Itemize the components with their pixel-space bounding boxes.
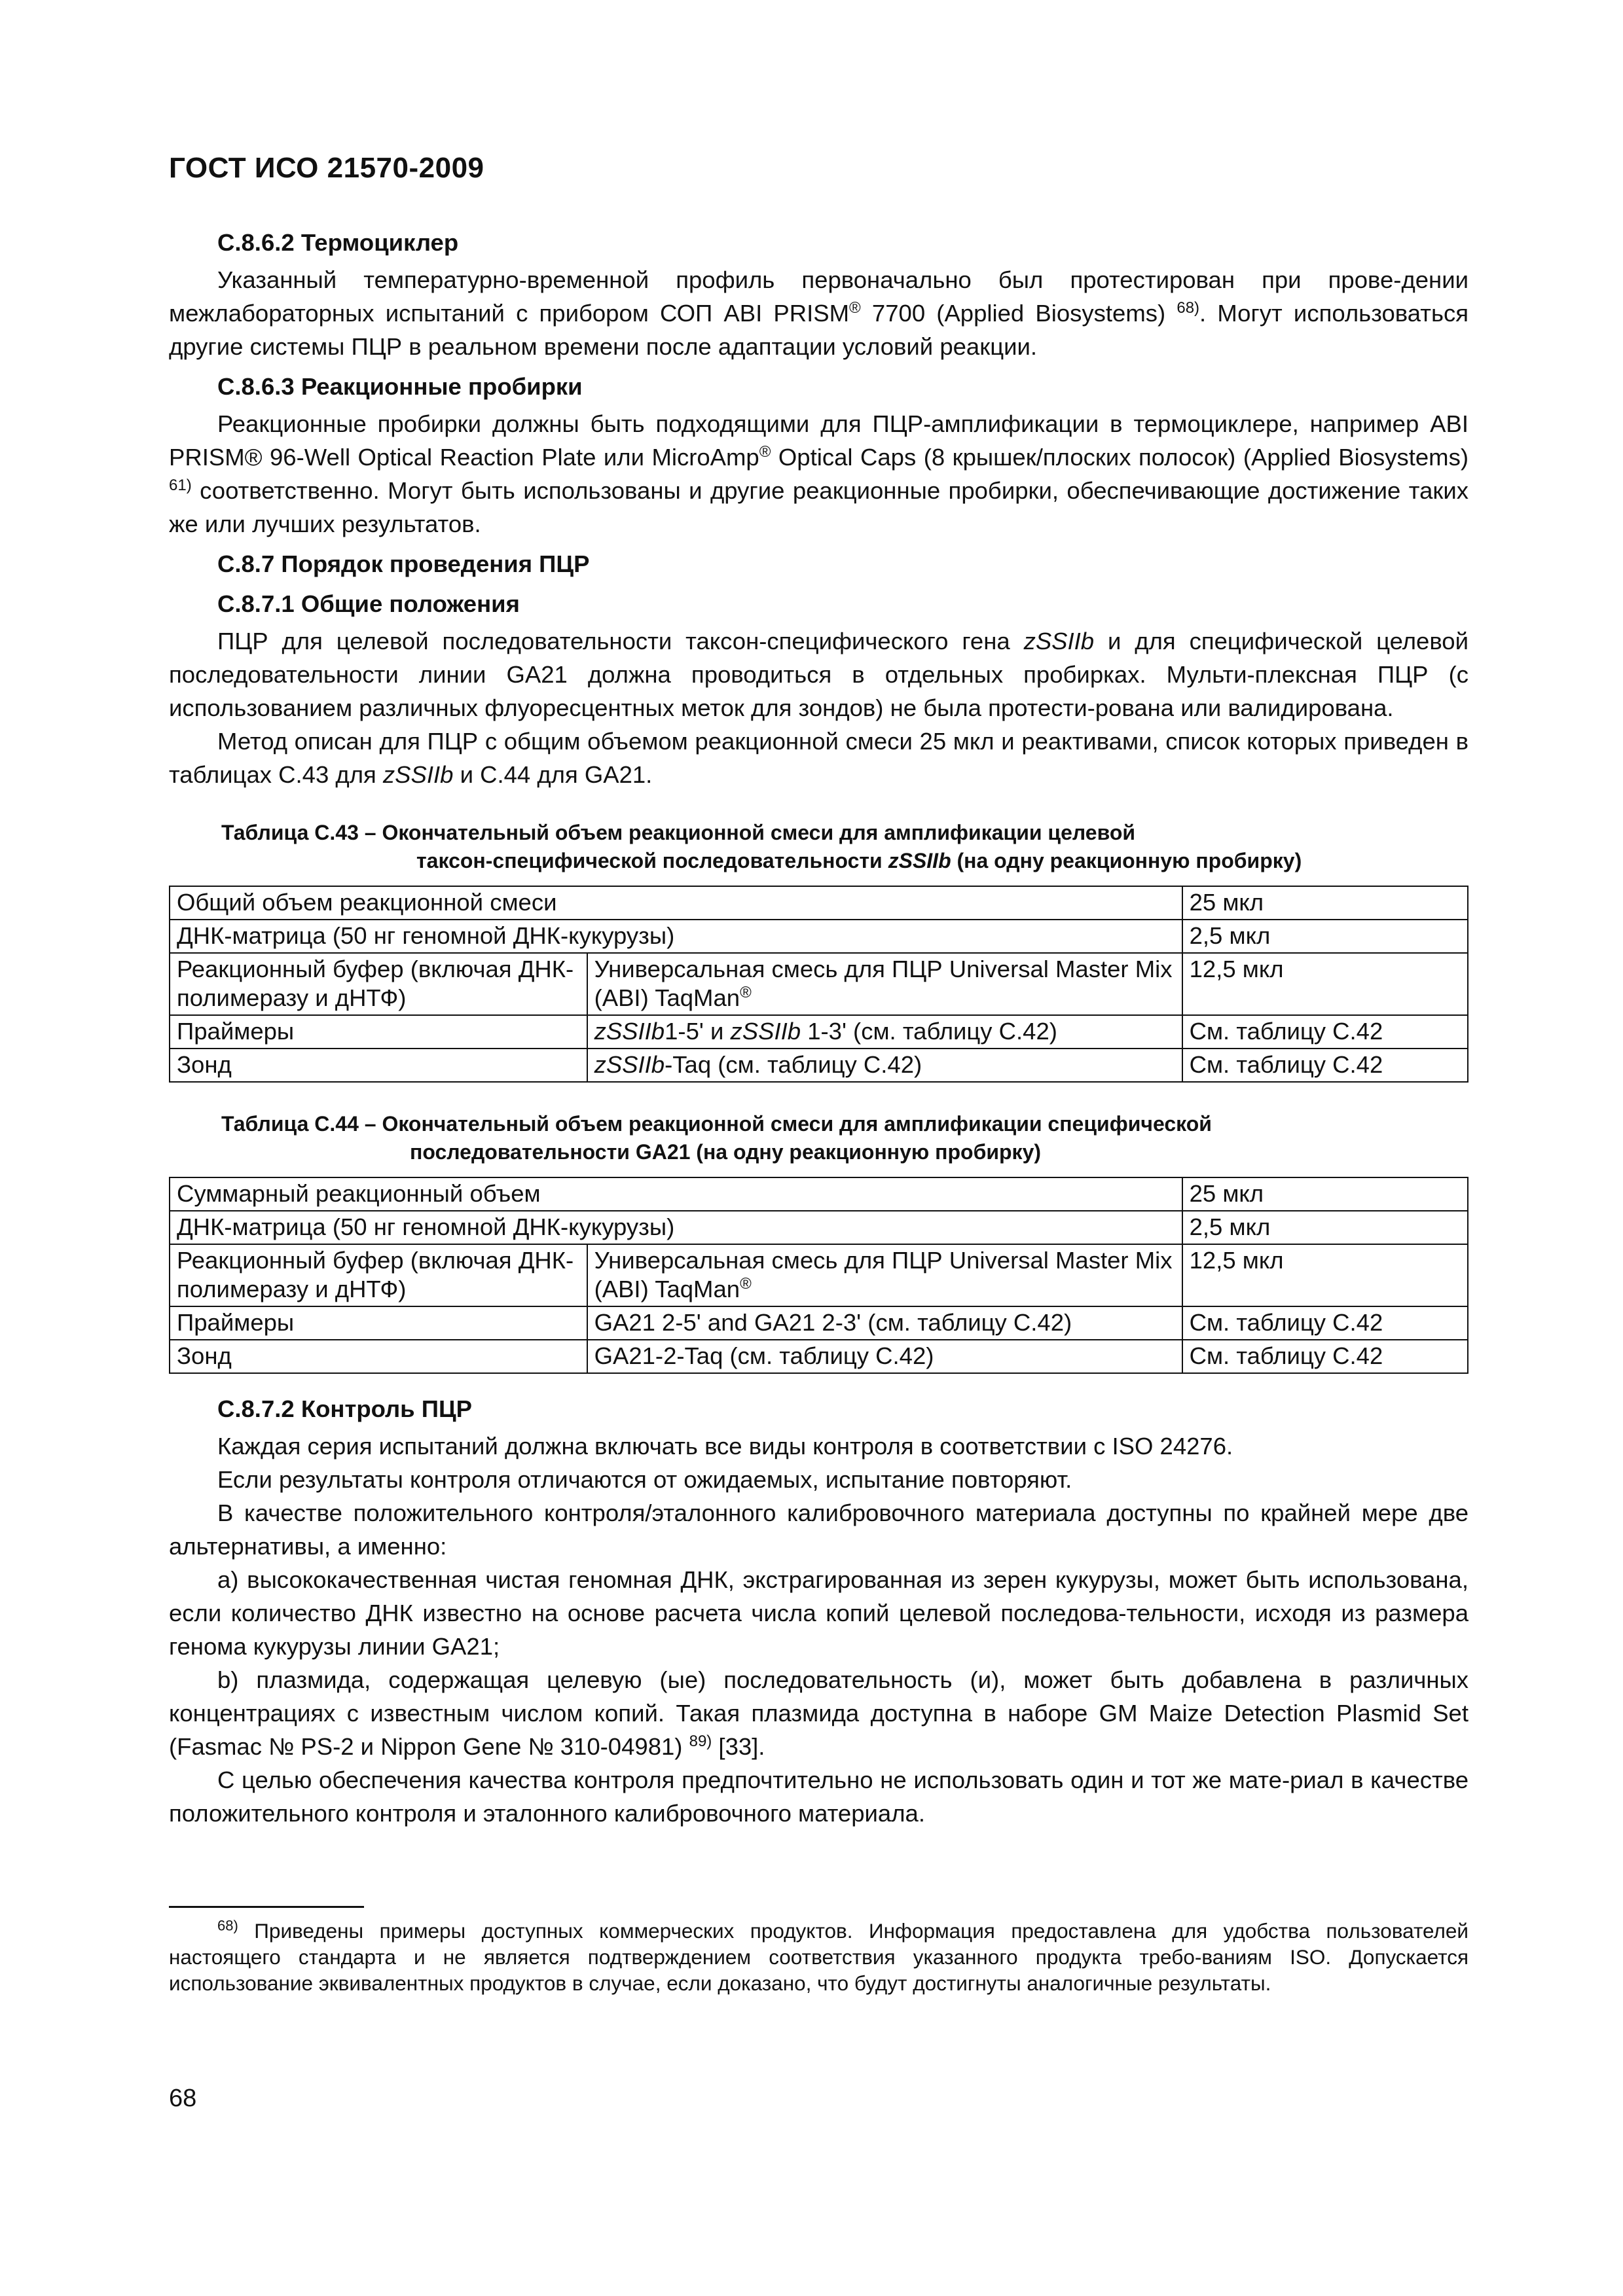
page-body: [169, 226, 1468, 1830]
table-row: [170, 886, 1468, 920]
table-cell: Общий объем реакционной смеси: [170, 886, 1182, 920]
table-c43-caption: Таблица С.43 – Окончательный объем реакционной смеси для амплификации целевой таксон-специфической последовательности zSSIIb (на одну реакционную пробирку): [221, 821, 1302, 872]
table-cell: Универсальная смесь для ПЦР Universal Master Mix (ABI) TaqMan®: [587, 953, 1182, 1015]
paragraph-control-4: С целью обеспечения качества контроля предпочтительно не использовать один и тот же мате-риал в качестве положительного контроля и эталонного калибровочного материала.: [169, 1767, 1468, 1827]
table-cell: 2,5 мкл: [1182, 1211, 1468, 1244]
table-row: [170, 1177, 1468, 1211]
footnote-marker: 68): [217, 1917, 238, 1934]
table-cell: Реакционный буфер (включая ДНК-полимеразу и дНТФ): [170, 1244, 587, 1306]
document-header: ГОСТ ИСО 21570-2009: [169, 152, 484, 184]
table-row: [170, 1306, 1468, 1340]
table-cell: zSSIIb-Taq (см. таблицу С.42): [587, 1049, 1182, 1082]
table-cell: 25 мкл: [1182, 886, 1468, 920]
paragraph-control-1: Каждая серия испытаний должна включать все виды контроля в соответствии с ISO 24276.: [217, 1433, 1233, 1460]
table-cell: См. таблицу С.42: [1182, 1340, 1468, 1373]
table-cell: См. таблицу С.42: [1182, 1049, 1468, 1082]
paragraph-control-2: Если результаты контроля отличаются от ожидаемых, испытание повторяют.: [217, 1466, 1072, 1493]
table-cell: ДНК-матрица (50 нг геномной ДНК-кукурузы): [170, 1211, 1182, 1244]
table-cell: См. таблицу С.42: [1182, 1306, 1468, 1340]
footnote: $^{68)}$ Приведены примеры доступных коммерческих продуктов. Информация предоставлена для удобства пользователей настоящего стандарта и не является подтверждением соответствия указанного продукта требо-ваниям ISO. Допускается использование эквивалентных продуктов в случае, если доказано, что будут достигнуты аналогичные результаты.: [169, 1917, 1468, 1995]
table-cell: Реакционный буфер (включая ДНК-полимеразу и дНТФ): [170, 953, 587, 1015]
table-cell: Зонд: [170, 1049, 587, 1082]
table-cell: ДНК-матрица (50 нг геномной ДНК-кукурузы): [170, 920, 1182, 953]
footnote-divider: [169, 1906, 364, 1908]
table-cell: Праймеры: [170, 1306, 587, 1340]
table-cell: 25 мкл: [1182, 1177, 1468, 1211]
table-cell: Праймеры: [170, 1015, 587, 1049]
footnote-ref: 68): [1176, 298, 1200, 317]
table-cell: Универсальная смесь для ПЦР Universal Master Mix (ABI) TaqMan®: [587, 1244, 1182, 1306]
table-cell: 12,5 мкл: [1182, 953, 1468, 1015]
table-c44-caption: Таблица С.44 – Окончательный объем реакционной смеси для амплификации специфической последовательности GA21 (на одну реакционную пробирку): [221, 1112, 1212, 1164]
paragraph-control-a: a) высококачественная чистая геномная ДНК, экстрагированная из зерен кукурузы, может быть использована, если количество ДНК известно на основе расчета числа копий целевой последова-тельности, исходя из размера генома кукурузы линии GA21;: [169, 1566, 1468, 1660]
paragraph-control-3: В качестве положительного контроля/эталонного калибровочного материала доступны по крайней мере две альтернативы, а именно:: [169, 1499, 1468, 1560]
paragraph-reaction-tubes: Реакционные пробирки должны быть подходящими для ПЦР-амплификации в термоциклере, например ABI PRISM® 96-Well Optical Reaction Plate или MicroAmp® Optical Caps (8 крышек/плоских полосок) (Applied Biosystems) $^{61)}$ соответственно. Могут быть использованы и другие реакционные пробирки, обеспечивающие достижение таких же или лучших результатов.: [169, 410, 1468, 537]
page-number: 68: [169, 2085, 197, 2112]
footnote-ref: 61): [169, 476, 192, 494]
table-cell: 12,5 мкл: [1182, 1244, 1468, 1306]
table-c43: [169, 886, 1468, 1083]
table-row: [170, 1244, 1468, 1306]
table-cell: 2,5 мкл: [1182, 920, 1468, 953]
table-cell: GA21-2-Taq (см. таблицу С.42): [587, 1340, 1182, 1373]
paragraph-general-2: Метод описан для ПЦР с общим объемом реакционной смеси 25 мкл и реактивами, список которых приведен в таблицах С.43 для zSSIIb и С.44 для GA21.: [169, 728, 1468, 788]
table-c44: [169, 1177, 1468, 1374]
section-heading-thermocycler: С.8.6.2 Термоциклер: [217, 229, 459, 256]
table-row: [170, 1340, 1468, 1373]
section-heading-pcr-procedure: С.8.7 Порядок проведения ПЦР: [217, 550, 590, 577]
table-cell: См. таблицу С.42: [1182, 1015, 1468, 1049]
section-heading-pcr-control: С.8.7.2 Контроль ПЦР: [217, 1395, 473, 1422]
table-row: [170, 1049, 1468, 1082]
table-cell: Суммарный реакционный объем: [170, 1177, 1182, 1211]
paragraph-thermocycler: Указанный температурно-временной профиль первоначально был протестирован при прове-дении межлабораторных испытаний с прибором СОП ABI PRISM® 7700 (Applied Biosystems) $^{68)}$. Могут использоваться другие системы ПЦР в реальном времени после адаптации условий реакции.: [169, 266, 1468, 360]
table-cell: zSSIIb1-5' и zSSIIb 1-3' (см. таблицу С.42): [587, 1015, 1182, 1049]
table-cell: Зонд: [170, 1340, 587, 1373]
table-row: [170, 1211, 1468, 1244]
table-row: [170, 1015, 1468, 1049]
table-cell: GA21 2-5' and GA21 2-3' (см. таблицу С.42): [587, 1306, 1182, 1340]
table-row: [170, 953, 1468, 1015]
footnote-ref: 89): [689, 1732, 712, 1750]
paragraph-control-b: b) плазмида, содержащая целевую (ые) последовательность (и), может быть добавлена в различных концентрациях с известным числом копий. Такая плазмида доступна в наборе GM Maize Detection Plasmid Set (Fasmac № PS-2 и Nippon Gene № 310-04981) $^{89)}$ [33].: [169, 1666, 1468, 1760]
section-heading-reaction-tubes: С.8.6.3 Реакционные пробирки: [217, 373, 583, 400]
table-row: [170, 920, 1468, 953]
paragraph-general-1: ПЦР для целевой последовательности таксон-специфического гена zSSIIb и для специфической целевой последовательности линии GA21 должна проводиться в отдельных пробирках. Мульти-плексная ПЦР (с использованием различных флуоресцентных меток для зондов) не была протести-рована или валидирована.: [169, 628, 1468, 721]
section-heading-general: С.8.7.1 Общие положения: [217, 590, 520, 617]
